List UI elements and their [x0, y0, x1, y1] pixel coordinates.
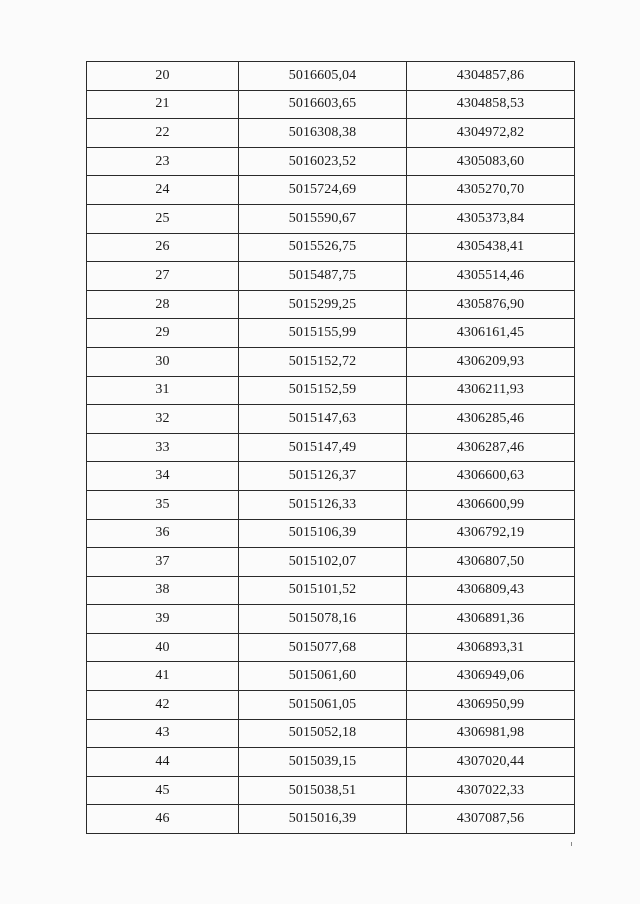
y-coordinate-cell: 4305876,90 [407, 290, 575, 319]
x-coordinate-cell: 5015147,63 [239, 405, 407, 434]
x-coordinate-cell: 5015061,05 [239, 691, 407, 720]
point-number-cell: 33 [87, 433, 239, 462]
x-coordinate-cell: 5015078,16 [239, 605, 407, 634]
point-number-cell: 24 [87, 176, 239, 205]
y-coordinate-cell: 4306981,98 [407, 719, 575, 748]
y-coordinate-cell: 4307022,33 [407, 776, 575, 805]
point-number-cell: 32 [87, 405, 239, 434]
point-number-cell: 34 [87, 462, 239, 491]
x-coordinate-cell: 5015152,72 [239, 347, 407, 376]
table-row [87, 776, 575, 805]
table-row [87, 62, 575, 91]
point-number-cell: 44 [87, 748, 239, 777]
y-coordinate-cell: 4306209,93 [407, 347, 575, 376]
x-coordinate-cell: 5015299,25 [239, 290, 407, 319]
table-row [87, 748, 575, 777]
y-coordinate-cell: 4306807,50 [407, 548, 575, 577]
table-row [87, 805, 575, 834]
point-number-cell: 28 [87, 290, 239, 319]
y-coordinate-cell: 4304857,86 [407, 62, 575, 91]
x-coordinate-cell: 5015526,75 [239, 233, 407, 262]
table-row [87, 490, 575, 519]
point-number-cell: 41 [87, 662, 239, 691]
x-coordinate-cell: 5016603,65 [239, 90, 407, 119]
point-number-cell: 31 [87, 376, 239, 405]
point-number-cell: 39 [87, 605, 239, 634]
point-number-cell: 26 [87, 233, 239, 262]
x-coordinate-cell: 5016605,04 [239, 62, 407, 91]
x-coordinate-cell: 5015077,68 [239, 633, 407, 662]
y-coordinate-cell: 4306950,99 [407, 691, 575, 720]
table-row [87, 147, 575, 176]
y-coordinate-cell: 4304858,53 [407, 90, 575, 119]
y-coordinate-cell: 4305514,46 [407, 262, 575, 291]
y-coordinate-cell: 4307087,56 [407, 805, 575, 834]
y-coordinate-cell: 4306600,63 [407, 462, 575, 491]
y-coordinate-cell: 4306287,46 [407, 433, 575, 462]
x-coordinate-cell: 5015487,75 [239, 262, 407, 291]
point-number-cell: 21 [87, 90, 239, 119]
x-coordinate-cell: 5015126,33 [239, 490, 407, 519]
table-row [87, 605, 575, 634]
table-row [87, 233, 575, 262]
table-row [87, 376, 575, 405]
x-coordinate-cell: 5015152,59 [239, 376, 407, 405]
table-row [87, 576, 575, 605]
point-number-cell: 38 [87, 576, 239, 605]
y-coordinate-cell: 4304972,82 [407, 119, 575, 148]
y-coordinate-cell: 4306211,93 [407, 376, 575, 405]
point-number-cell: 42 [87, 691, 239, 720]
x-coordinate-cell: 5015724,69 [239, 176, 407, 205]
coordinates-table [86, 61, 575, 834]
point-number-cell: 46 [87, 805, 239, 834]
y-coordinate-cell: 4306600,99 [407, 490, 575, 519]
table-row [87, 462, 575, 491]
point-number-cell: 29 [87, 319, 239, 348]
x-coordinate-cell: 5015155,99 [239, 319, 407, 348]
y-coordinate-cell: 4306949,06 [407, 662, 575, 691]
y-coordinate-cell: 4305083,60 [407, 147, 575, 176]
y-coordinate-cell: 4306893,31 [407, 633, 575, 662]
table-row [87, 719, 575, 748]
x-coordinate-cell: 5015106,39 [239, 519, 407, 548]
table-row [87, 262, 575, 291]
x-coordinate-cell: 5015101,52 [239, 576, 407, 605]
table-row [87, 204, 575, 233]
x-coordinate-cell: 5015061,60 [239, 662, 407, 691]
y-coordinate-cell: 4306285,46 [407, 405, 575, 434]
table-row [87, 347, 575, 376]
x-coordinate-cell: 5016308,38 [239, 119, 407, 148]
x-coordinate-cell: 5016023,52 [239, 147, 407, 176]
point-number-cell: 27 [87, 262, 239, 291]
point-number-cell: 25 [87, 204, 239, 233]
point-number-cell: 35 [87, 490, 239, 519]
table-row [87, 90, 575, 119]
y-coordinate-cell: 4305438,41 [407, 233, 575, 262]
x-coordinate-cell: 5015039,15 [239, 748, 407, 777]
point-number-cell: 37 [87, 548, 239, 577]
scan-artifact-mark [571, 842, 572, 846]
table-row [87, 290, 575, 319]
table-row [87, 548, 575, 577]
x-coordinate-cell: 5015590,67 [239, 204, 407, 233]
point-number-cell: 23 [87, 147, 239, 176]
point-number-cell: 30 [87, 347, 239, 376]
table-row [87, 519, 575, 548]
point-number-cell: 45 [87, 776, 239, 805]
table-row [87, 633, 575, 662]
table-row [87, 119, 575, 148]
x-coordinate-cell: 5015126,37 [239, 462, 407, 491]
table-row [87, 662, 575, 691]
x-coordinate-cell: 5015102,07 [239, 548, 407, 577]
coordinates-table-body [87, 62, 575, 834]
y-coordinate-cell: 4306891,36 [407, 605, 575, 634]
point-number-cell: 20 [87, 62, 239, 91]
table-row [87, 691, 575, 720]
y-coordinate-cell: 4306161,45 [407, 319, 575, 348]
y-coordinate-cell: 4307020,44 [407, 748, 575, 777]
y-coordinate-cell: 4306792,19 [407, 519, 575, 548]
y-coordinate-cell: 4306809,43 [407, 576, 575, 605]
x-coordinate-cell: 5015016,39 [239, 805, 407, 834]
point-number-cell: 36 [87, 519, 239, 548]
y-coordinate-cell: 4305373,84 [407, 204, 575, 233]
x-coordinate-cell: 5015147,49 [239, 433, 407, 462]
point-number-cell: 22 [87, 119, 239, 148]
point-number-cell: 40 [87, 633, 239, 662]
x-coordinate-cell: 5015052,18 [239, 719, 407, 748]
table-row [87, 405, 575, 434]
point-number-cell: 43 [87, 719, 239, 748]
table-row [87, 433, 575, 462]
x-coordinate-cell: 5015038,51 [239, 776, 407, 805]
table-row [87, 176, 575, 205]
table-row [87, 319, 575, 348]
y-coordinate-cell: 4305270,70 [407, 176, 575, 205]
